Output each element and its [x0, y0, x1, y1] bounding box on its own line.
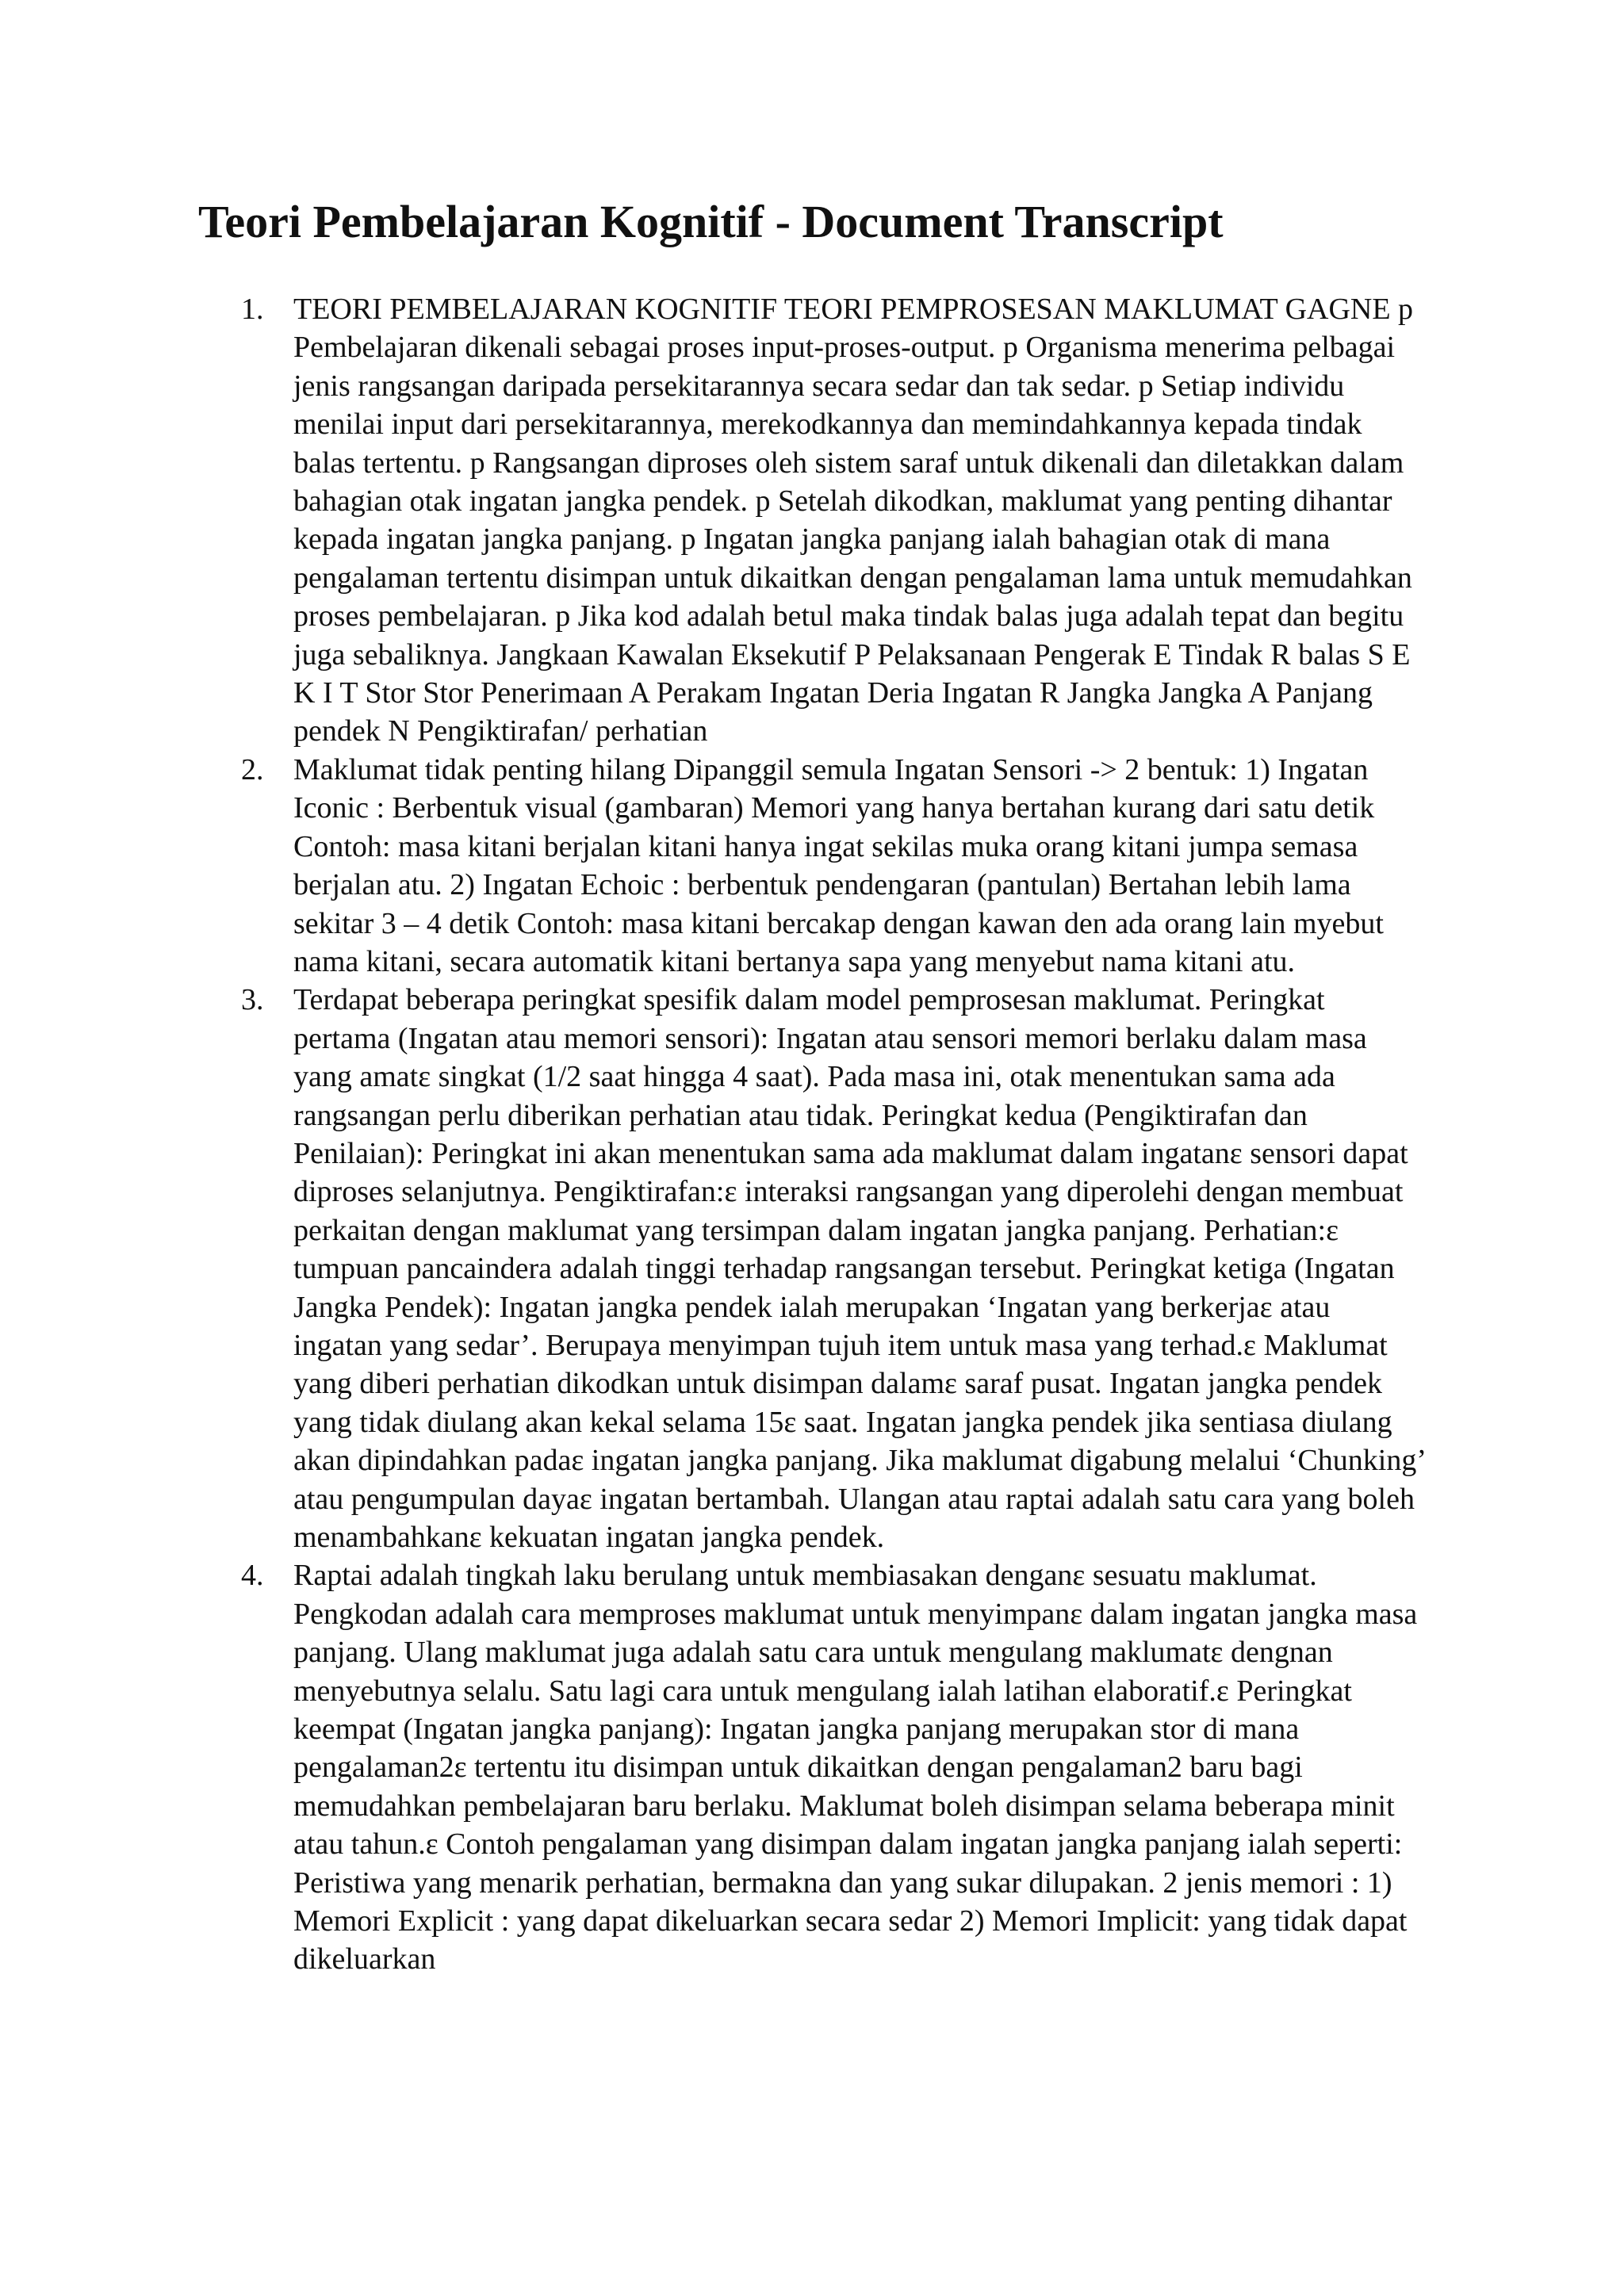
list-item-number: 4. — [241, 1559, 264, 1593]
list-item — [198, 751, 1426, 981]
list-item — [198, 1556, 1426, 1978]
list-item-number: 2. — [241, 752, 264, 786]
list-item — [198, 290, 1426, 751]
transcript-list — [198, 290, 1426, 1979]
list-item-number: 3. — [241, 983, 264, 1017]
list-item — [198, 981, 1426, 1556]
list-item-text: Raptai adalah tingkah laku berulang untuk membiasakan denganε sesuatu maklumat. Pengkodan adalah cara memproses maklumat untuk menyimpanε dalam ingatan jangka masa panjang. Ulang maklumat juga adalah satu cara untuk mengulang maklumatε dengnan menyebutnya selalu. Satu lagi cara untuk mengulang ialah latihan elaboratif.ε Peringkat keempat (Ingatan jangka panjang): Ingatan jangka panjang merupakan stor di mana pengalaman2ε tertentu itu disimpan untuk dikaitkan dengan pengalaman2 baru bagi memudahkan pembelajaran baru berlaku. Maklumat boleh disimpan selama beberapa minit atau tahun.ε Contoh pengalaman yang disimpan dalam ingatan jangka panjang ialah seperti: Peristiwa yang menarik perhatian, bermakna dan yang sukar dilupakan. 2 jenis memori : 1) Memori Explicit : yang dapat dikeluarkan secara sedar 2) Memori Implicit: yang tidak dapat dikeluarkan — [293, 1559, 1418, 1976]
document-title: Teori Pembelajaran Kognitif - Document Transcript — [198, 196, 1224, 247]
list-item-text: TEORI PEMBELAJARAN KOGNITIF TEORI PEMPROSESAN MAKLUMAT GAGNE p Pembelajaran dikenali sebagai proses input-proses-output. p Organisma menerima pelbagai jenis rangsangan daripada persekitarannya secara sedar dan tak sedar. p Setiap individu menilai input dari persekitarannya, merekodkannya dan memindahkannya kepada tindak balas tertentu. p Rangsangan diproses oleh sistem saraf untuk dikenali dan diletakkan dalam bahagian otak ingatan jangka pendek. p Setelah dikodkan, maklumat yang penting dihantar kepada ingatan jangka panjang. p Ingatan jangka panjang ialah bahagian otak di mana pengalaman tertentu disimpan untuk dikaitkan dengan pengalaman lama untuk memudahkan proses pembelajaran. p Jika kod adalah betul maka tindak balas juga adalah tepat dan begitu juga sebaliknya. Jangkaan Kawalan Eksekutif P Pelaksanaan Pengerak E Tindak R balas S E K I T Stor Stor Penerimaan A Perakam Ingatan Deria Ingatan R Jangka Jangka A Panjang pendek N Pengiktirafan/ perhatian — [293, 293, 1414, 748]
list-item-text: Maklumat tidak penting hilang Dipanggil semula Ingatan Sensori -> 2 bentuk: 1) Ingatan Iconic : Berbentuk visual (gambaran) Memori yang hanya bertahan kurang dari satu detik Contoh: masa kitani berjalan kitani hanya ingat sekilas muka orang kitani jumpa semasa berjalan atu. 2) Ingatan Echoic : berbentuk pendengaran (pantulan) Bertahan lebih lama sekitar 3 – 4 detik Contoh: masa kitani bercakap dengan kawan den ada orang lain myebut nama kitani, secara automatik kitani bertanya sapa yang menyebut nama kitani atu. — [293, 752, 1384, 978]
list-item-number: 1. — [241, 293, 264, 326]
list-item-text: Terdapat beberapa peringkat spesifik dalam model pemprosesan maklumat. Peringkat pertama (Ingatan atau memori sensori): Ingatan atau sensori memori berlaku dalam masa yang amatε singkat (1/2 saat hingga 4 saat). Pada masa ini, otak menentukan sama ada rangsangan perlu diberikan perhatian atau tidak. Peringkat kedua (Pengiktirafan dan Penilaian): Peringkat ini akan menentukan sama ada maklumat dalam ingatanε sensori dapat diproses selanjutnya. Pengiktirafan:ε interaksi rangsangan yang diperolehi dengan membuat perkaitan dengan maklumat yang tersimpan dalam ingatan jangka panjang. Perhatian:ε tumpuan pancaindera adalah tinggi terhadap rangsangan tersebut. Peringkat ketiga (Ingatan Jangka Pendek): Ingatan jangka pendek ialah merupakan ‘Ingatan yang berkerjaε atau ingatan yang sedar’. Berupaya menyimpan tujuh item untuk masa yang terhad.ε Maklumat yang diberi perhatian dikodkan untuk disimpan dalamε saraf pusat. Ingatan jangka pendek yang tidak diulang akan kekal selama 15ε saat. Ingatan jangka pendek jika sentiasa diulang akan dipindahkan padaε ingatan jangka panjang. Jika maklumat digabung melalui ‘Chunking’ atau pengumpulan dayaε ingatan bertambah. Ulangan atau raptai adalah satu cara yang boleh menambahkanε kekuatan ingatan jangka pendek. — [293, 983, 1425, 1554]
